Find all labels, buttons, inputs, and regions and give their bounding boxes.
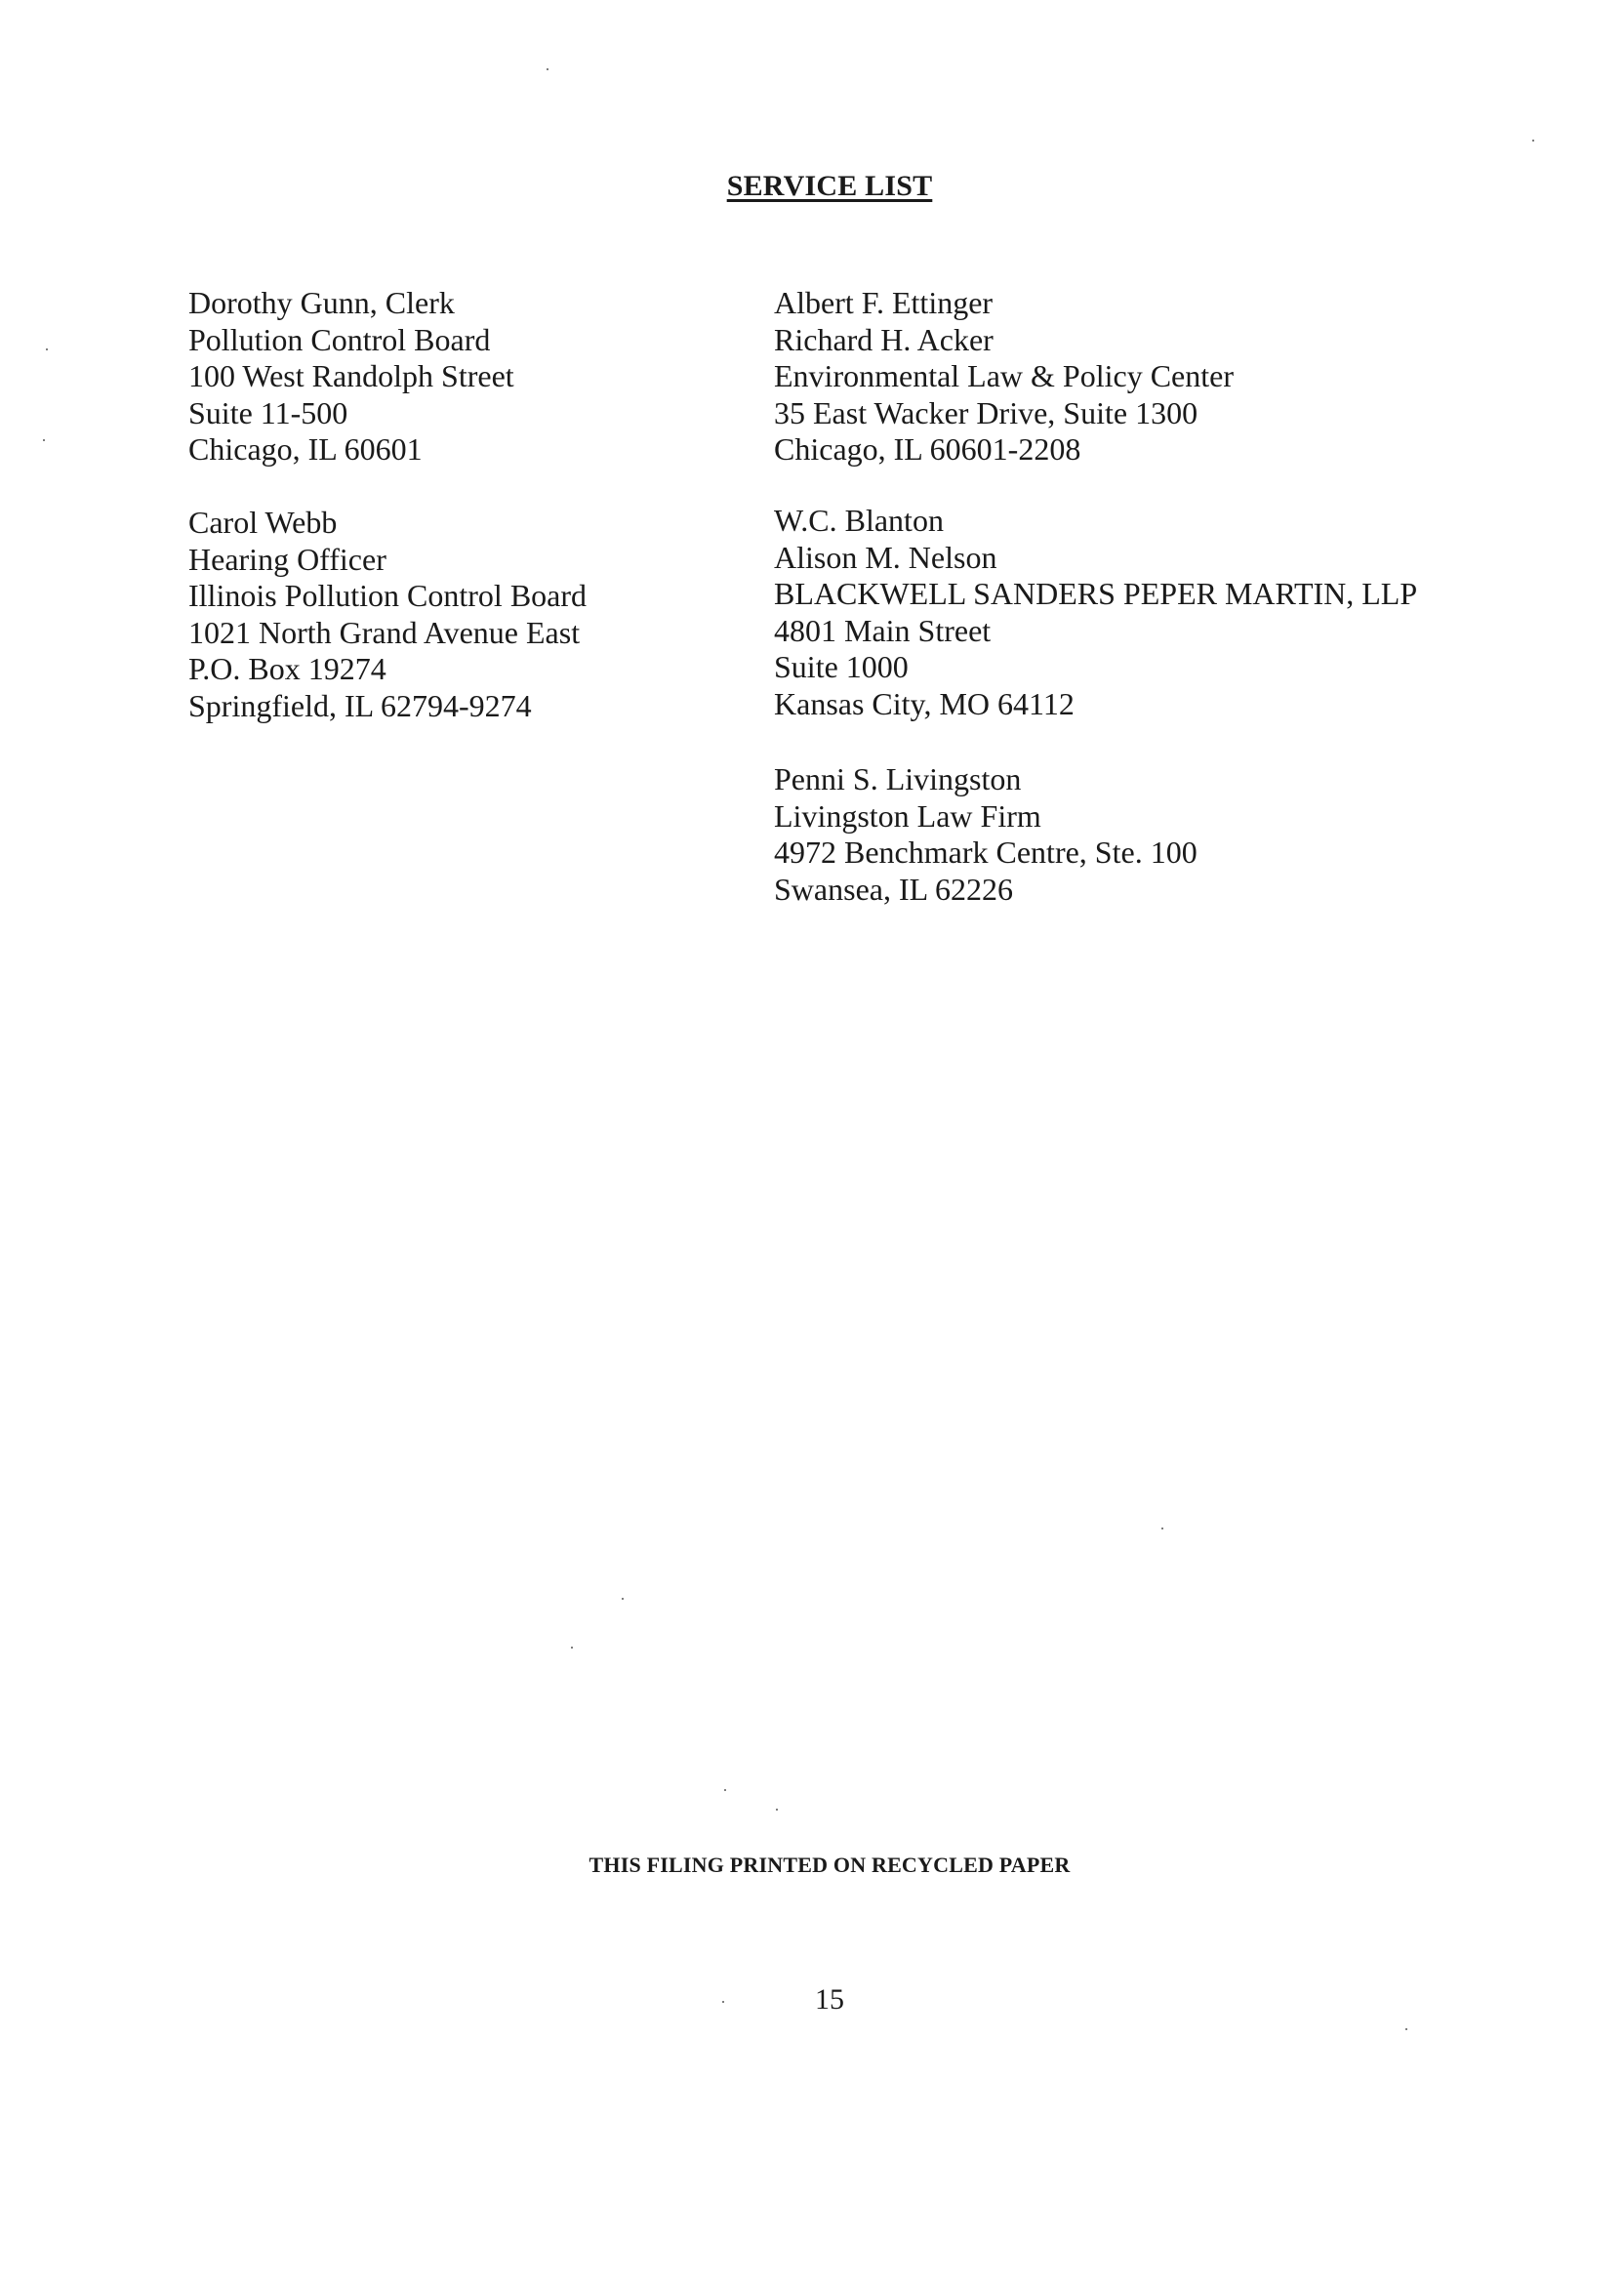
scan-speck: [1161, 1528, 1163, 1529]
address-line: Suite 1000: [774, 649, 909, 685]
service-entry-elpc: [774, 285, 1234, 469]
scan-speck: [776, 1809, 778, 1811]
service-entry-livingston: [774, 761, 1198, 908]
service-entry-webb: [188, 505, 587, 725]
address-line: Chicago, IL 60601-2208: [774, 431, 1081, 468]
address-line: Chicago, IL 60601: [188, 431, 423, 468]
address-line: Illinois Pollution Control Board: [188, 578, 588, 614]
address-line: 35 East Wacker Drive, Suite 1300: [774, 394, 1198, 430]
address-line: P.O. Box 19274: [188, 651, 386, 687]
service-entry-blackwell: [774, 503, 1417, 723]
address-line: Environmental Law & Policy Center: [774, 358, 1234, 394]
address-line: Alison M. Nelson: [774, 539, 997, 575]
page-number: 15: [815, 1983, 844, 2016]
scan-speck: [722, 2001, 724, 2003]
address-line: 4801 Main Street: [774, 612, 992, 648]
page-title: SERVICE LIST: [726, 170, 933, 202]
address-line: Albert F. Ettinger: [774, 285, 994, 320]
scan-speck: [1405, 2028, 1407, 2030]
address-line: 100 West Randolph Street: [188, 358, 514, 394]
address-line: Springfield, IL 62794-9274: [188, 687, 532, 723]
address-line: Suite 11-500: [188, 394, 348, 430]
scan-speck: [571, 1647, 573, 1649]
address-line: Richard H. Acker: [774, 321, 994, 357]
service-entry-gunn: [188, 285, 514, 469]
address-line: Carol Webb: [188, 505, 338, 540]
scan-speck: [43, 439, 45, 441]
address-line: Kansas City, MO 64112: [774, 685, 1075, 721]
address-line: BLACKWELL SANDERS PEPER MARTIN, LLP: [774, 576, 1418, 612]
address-line: Swansea, IL 62226: [774, 871, 1013, 907]
address-line: 1021 North Grand Avenue East: [188, 614, 581, 650]
scan-speck: [46, 348, 48, 350]
address-line: Pollution Control Board: [188, 321, 491, 357]
address-line: 4972 Benchmark Centre, Ste. 100: [774, 835, 1198, 871]
address-line: Penni S. Livingston: [774, 761, 1022, 796]
recycled-paper-note: THIS FILING PRINTED ON RECYCLED PAPER: [589, 1853, 1071, 1877]
scan-speck: [724, 1789, 726, 1791]
scan-speck: [1532, 140, 1534, 142]
address-line: Dorothy Gunn, Clerk: [188, 285, 455, 320]
address-line: Hearing Officer: [188, 541, 386, 577]
address-line: W.C. Blanton: [774, 503, 944, 538]
scan-speck: [622, 1598, 624, 1600]
scan-speck: [547, 68, 548, 70]
address-line: Livingston Law Firm: [774, 797, 1041, 834]
